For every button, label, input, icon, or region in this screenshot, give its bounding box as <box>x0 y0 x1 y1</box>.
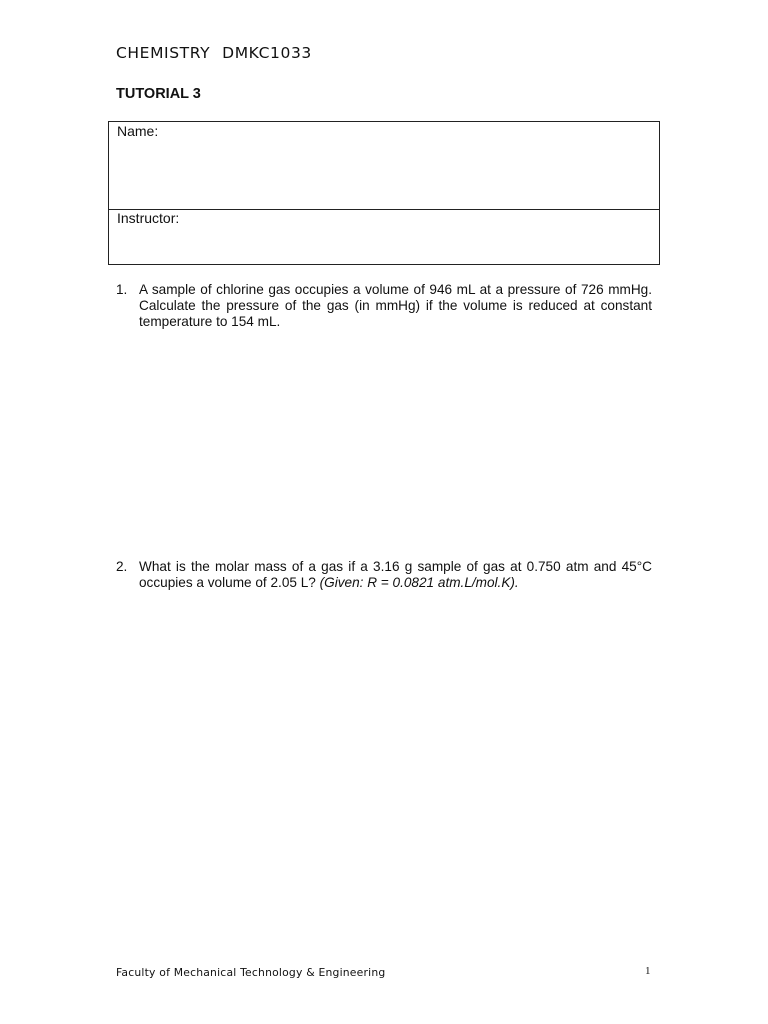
name-row[interactable] <box>109 122 659 210</box>
given-constant: (Given: R = 0.0821 atm.L/mol.K). <box>319 575 519 590</box>
page-number: 1 <box>645 965 651 977</box>
question-number: 2. <box>116 559 128 574</box>
instructor-row[interactable] <box>109 210 659 264</box>
question-text: What is the molar mass of a gas if a 3.16 g sample of gas at 0.750 atm and 45°C occupies a volume of 2.05 L? <box>139 559 652 590</box>
footer-faculty: Faculty of Mechanical Technology & Engineering <box>116 966 386 979</box>
question-number: 1. <box>116 282 128 297</box>
question-2 <box>116 559 652 593</box>
tutorial-title: TUTORIAL 3 <box>116 86 201 102</box>
question-text-wrapper <box>139 559 652 591</box>
question-text: A sample of chlorine gas occupies a volume of 946 mL at a pressure of 726 mmHg. Calculate the pressure of the gas (in mmHg) if the volume is reduced at constant temperature to 154 mL. <box>139 282 652 329</box>
question-1 <box>116 282 652 332</box>
document-header <box>116 44 312 62</box>
name-label: Name: <box>117 123 159 139</box>
subject-title: CHEMISTRY <box>116 44 211 62</box>
student-info-table <box>108 121 660 265</box>
course-code: DMKC1033 <box>222 44 312 62</box>
instructor-label: Instructor: <box>117 210 180 226</box>
